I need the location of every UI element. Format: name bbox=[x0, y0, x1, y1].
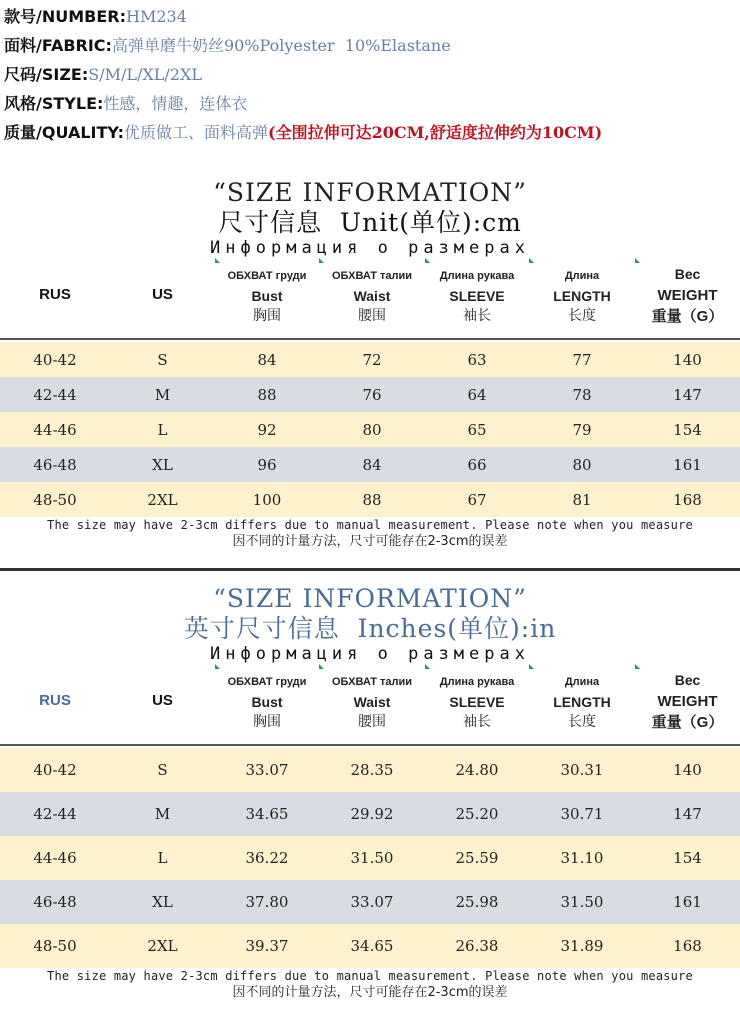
measurement-note-en: The size may have 2-3cm differs due to manual measurement. Please note when you measure bbox=[47, 518, 693, 532]
cell-rus: 48-50 bbox=[33, 937, 77, 955]
cell-rus: 48-50 bbox=[33, 490, 77, 509]
cell-us: M bbox=[154, 385, 171, 404]
section-title-ru: Информация о размерах bbox=[210, 238, 530, 258]
header-bust: ОБХВАТ груди Bust 胸围 bbox=[215, 664, 319, 744]
cell-waist: 33.07 bbox=[350, 893, 394, 911]
cell-sleeve: 26.38 bbox=[455, 937, 499, 955]
cell-weight: 168 bbox=[673, 937, 702, 955]
cell-length: 78 bbox=[572, 385, 592, 404]
cell-length: 30.31 bbox=[560, 761, 604, 779]
cell-waist: 31.50 bbox=[350, 849, 394, 867]
cell-weight: 140 bbox=[673, 350, 702, 369]
table-header bbox=[0, 258, 740, 338]
measurement-note-cn: 因不同的计量方法，尺寸可能存在2-3cm的误差 bbox=[232, 534, 508, 549]
header-waist: ОБХВАТ талии Waist 腰围 bbox=[319, 258, 425, 338]
section-title-en: “SIZE INFORMATION” bbox=[213, 584, 527, 613]
cell-weight: 140 bbox=[673, 761, 702, 779]
header-bust: ОБХВАТ груди Bust 胸围 bbox=[215, 258, 319, 338]
cell-sleeve: 65 bbox=[467, 420, 487, 439]
header-us: US bbox=[152, 692, 173, 709]
header-weight: Вес WEIGHT 重量（G） bbox=[635, 258, 740, 338]
table-row bbox=[0, 342, 740, 377]
cell-us: L bbox=[157, 420, 168, 439]
header-rus: RUS bbox=[39, 692, 71, 709]
section-title-en: “SIZE INFORMATION” bbox=[213, 178, 527, 207]
table-row bbox=[0, 447, 740, 482]
cell-us: L bbox=[157, 849, 168, 867]
cell-sleeve: 66 bbox=[467, 455, 487, 474]
cell-bust: 34.65 bbox=[245, 805, 289, 823]
cell-rus: 40-42 bbox=[33, 350, 77, 369]
cell-bust: 33.07 bbox=[245, 761, 289, 779]
cell-waist: 88 bbox=[362, 490, 382, 509]
table-body bbox=[0, 342, 740, 517]
header-length: Длина LENGTH 长度 bbox=[529, 258, 635, 338]
cell-weight: 154 bbox=[673, 849, 702, 867]
marker-icon bbox=[529, 258, 534, 263]
cell-rus: 44-46 bbox=[33, 849, 77, 867]
size-table-cm bbox=[0, 178, 740, 551]
cell-rus: 44-46 bbox=[33, 420, 77, 439]
cell-waist: 29.92 bbox=[350, 805, 394, 823]
table-row bbox=[0, 377, 740, 412]
marker-icon bbox=[529, 664, 534, 669]
marker-icon bbox=[319, 258, 324, 263]
cell-bust: 96 bbox=[257, 455, 277, 474]
cell-waist: 72 bbox=[362, 350, 382, 369]
product-specs bbox=[4, 2, 738, 147]
cell-us: S bbox=[157, 350, 168, 369]
cell-length: 31.10 bbox=[560, 849, 604, 867]
cell-us: M bbox=[154, 805, 171, 823]
cell-bust: 36.22 bbox=[245, 849, 289, 867]
cell-bust: 88 bbox=[257, 385, 277, 404]
cell-weight: 161 bbox=[673, 893, 702, 911]
table-row bbox=[0, 880, 740, 924]
cell-waist: 80 bbox=[362, 420, 382, 439]
spec-fabric: 面料/FABRIC:高弹单磨牛奶丝90%Polyester 10%Elastane bbox=[4, 36, 451, 55]
section-title-cn: 英寸尺寸信息 Inches(单位):in bbox=[183, 614, 557, 643]
section-title-cn: 尺寸信息 Unit(单位):cm bbox=[218, 208, 522, 237]
cell-sleeve: 63 bbox=[467, 350, 487, 369]
table-row bbox=[0, 792, 740, 836]
cell-length: 77 bbox=[572, 350, 592, 369]
marker-icon bbox=[635, 258, 640, 263]
cell-weight: 161 bbox=[673, 455, 702, 474]
table-row bbox=[0, 836, 740, 880]
cell-rus: 42-44 bbox=[33, 805, 77, 823]
cell-weight: 147 bbox=[673, 385, 702, 404]
cell-us: XL bbox=[152, 455, 173, 474]
table-row bbox=[0, 924, 740, 968]
marker-icon bbox=[635, 664, 640, 669]
header-sleeve: Длина рукава SLEEVE 袖长 bbox=[425, 258, 529, 338]
cell-sleeve: 25.98 bbox=[455, 893, 499, 911]
measurement-note-en: The size may have 2-3cm differs due to manual measurement. Please note when you measure bbox=[47, 969, 693, 983]
table-row bbox=[0, 748, 740, 792]
cell-us: 2XL bbox=[147, 937, 178, 955]
cell-length: 81 bbox=[572, 490, 592, 509]
table-header bbox=[0, 664, 740, 744]
header-weight: Вес WEIGHT 重量（G） bbox=[635, 664, 740, 744]
table-row bbox=[0, 412, 740, 447]
cell-weight: 154 bbox=[673, 420, 702, 439]
cell-bust: 92 bbox=[257, 420, 277, 439]
cell-sleeve: 24.80 bbox=[455, 761, 499, 779]
cell-bust: 39.37 bbox=[245, 937, 289, 955]
cell-rus: 40-42 bbox=[33, 761, 77, 779]
cell-length: 30.71 bbox=[560, 805, 604, 823]
cell-bust: 100 bbox=[252, 490, 282, 509]
cell-sleeve: 25.59 bbox=[455, 849, 499, 867]
marker-icon bbox=[215, 258, 220, 263]
marker-icon bbox=[425, 258, 430, 263]
cell-us: S bbox=[157, 761, 168, 779]
cell-rus: 46-48 bbox=[33, 455, 77, 474]
cell-waist: 84 bbox=[362, 455, 382, 474]
spec-style: 风格/STYLE:性感，情趣，连体衣 bbox=[4, 94, 248, 113]
cell-waist: 34.65 bbox=[350, 937, 394, 955]
size-table-inches bbox=[0, 584, 740, 1002]
cell-length: 31.50 bbox=[560, 893, 604, 911]
cell-waist: 76 bbox=[362, 385, 382, 404]
header-rus: RUS bbox=[39, 286, 71, 303]
cell-waist: 28.35 bbox=[350, 761, 394, 779]
cell-bust: 84 bbox=[257, 350, 277, 369]
spec-quality: 质量/QUALITY:优质做工、面料高弹(全围拉伸可达20CM,舒适度拉伸约为10CM) bbox=[4, 123, 603, 142]
cell-weight: 147 bbox=[673, 805, 702, 823]
cell-bust: 37.80 bbox=[245, 893, 289, 911]
header-waist: ОБХВАТ талии Waist 腰围 bbox=[319, 664, 425, 744]
cell-sleeve: 67 bbox=[467, 490, 487, 509]
cell-rus: 42-44 bbox=[33, 385, 77, 404]
marker-icon bbox=[319, 664, 324, 669]
cell-sleeve: 64 bbox=[467, 385, 487, 404]
table-body bbox=[0, 748, 740, 968]
cell-length: 80 bbox=[572, 455, 592, 474]
header-length: Длина LENGTH 长度 bbox=[529, 664, 635, 744]
table-row bbox=[0, 482, 740, 517]
header-sleeve: Длина рукава SLEEVE 袖长 bbox=[425, 664, 529, 744]
measurement-note-cn: 因不同的计量方法，尺寸可能存在2-3cm的误差 bbox=[232, 985, 508, 1000]
cell-sleeve: 25.20 bbox=[455, 805, 499, 823]
marker-icon bbox=[215, 664, 220, 669]
cell-weight: 168 bbox=[673, 490, 702, 509]
cell-length: 31.89 bbox=[560, 937, 604, 955]
cell-us: 2XL bbox=[147, 490, 178, 509]
marker-icon bbox=[425, 664, 430, 669]
cell-us: XL bbox=[152, 893, 173, 911]
spec-number: 款号/NUMBER:HM234 bbox=[4, 7, 187, 26]
section-divider bbox=[0, 568, 740, 571]
section-title-ru: Информация о размерах bbox=[210, 644, 530, 664]
header-us: US bbox=[152, 286, 173, 303]
cell-length: 79 bbox=[572, 420, 592, 439]
spec-size: 尺码/SIZE:S/M/L/XL/2XL bbox=[4, 65, 203, 84]
cell-rus: 46-48 bbox=[33, 893, 77, 911]
